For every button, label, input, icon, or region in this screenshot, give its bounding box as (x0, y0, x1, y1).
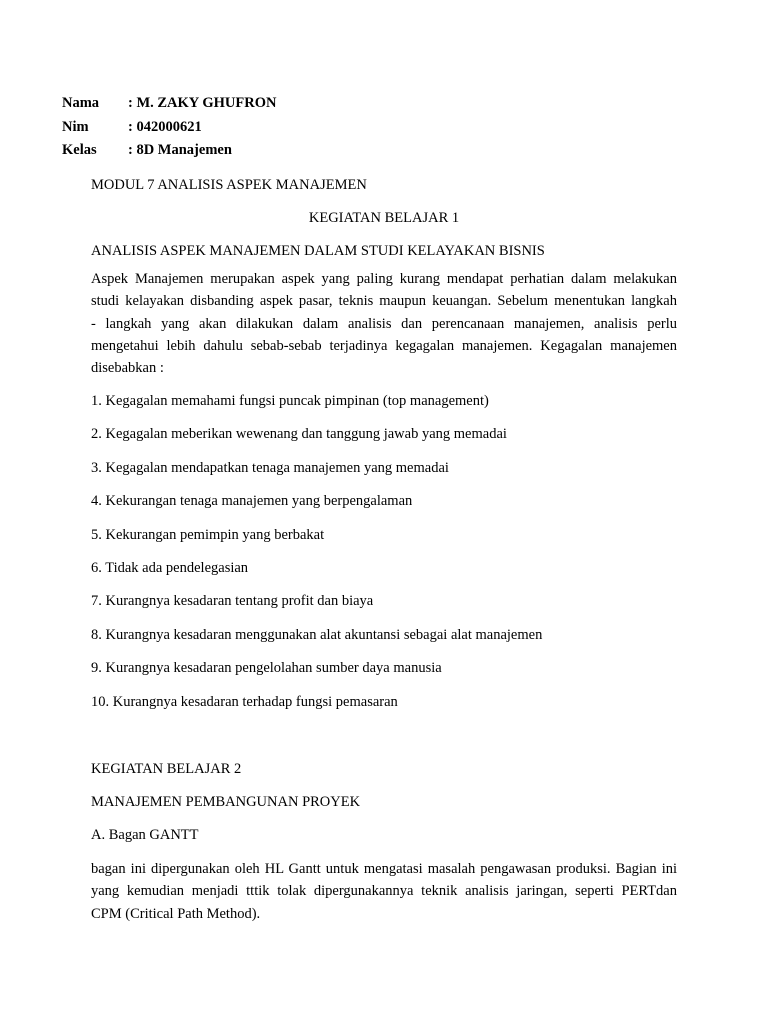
list-item: 10. Kurangnya kesadaran terhadap fungsi pemasaran (91, 693, 398, 710)
list-item: 6. Tidak ada pendelegasian (91, 559, 249, 576)
name-row (62, 92, 276, 116)
section1-heading: KEGIATAN BELAJAR 1 (308, 210, 460, 226)
list-item: 3. Kegagalan mendapatkan tenaga manajemen yang memadai (91, 459, 449, 476)
item-a-heading: A. Bagan GANTT (91, 827, 199, 843)
paragraph-line: disebabkan : (91, 360, 164, 377)
list-item: 5. Kekurangan pemimpin yang berbakat (91, 526, 325, 543)
class-label: Kelas (62, 142, 97, 158)
list-item: 4. Kekurangan tenaga manajemen yang berpengalaman (91, 493, 413, 510)
class-row (62, 139, 276, 163)
module-title: MODUL 7 ANALISIS ASPEK MANAJEMEN (91, 177, 367, 193)
section1-subheading: ANALISIS ASPEK MANAJEMEN DALAM STUDI KELAYAKAN BISNIS (91, 243, 545, 259)
list-item: 9. Kurangnya kesadaran pengelolahan sumber daya manusia (91, 660, 442, 677)
list-item: 2. Kegagalan meberikan wewenang dan tanggung jawab yang memadai (91, 426, 507, 443)
paragraph-line: yang kemudian menjadi tttik tolak dipergunakannya teknik analisis jaringan, seperti PERTdan (91, 883, 677, 900)
name-value: : M. ZAKY GHUFRON (128, 95, 277, 111)
list-item: 7. Kurangnya kesadaran tentang profit dan biaya (91, 593, 374, 610)
name-label: Nama (62, 95, 100, 111)
class-value: : 8D Manajemen (128, 142, 232, 158)
paragraph-line: bagan ini dipergunakan oleh HL Gantt untuk mengatasi masalah pengawasan produksi. Bagian ini (91, 861, 677, 877)
list-item: 8. Kurangnya kesadaran menggunakan alat akuntansi sebagai alat manajemen (91, 626, 543, 643)
failure-causes-list (91, 392, 542, 726)
section2-paragraph (91, 858, 677, 925)
nim-label: Nim (62, 118, 89, 135)
paragraph-line: - langkah yang akan dilakukan dalam analisis dan perencanaan manajemen, analisis perlu (91, 315, 677, 332)
nim-value: : 042000621 (128, 118, 202, 135)
nim-row (62, 116, 276, 140)
paragraph-line: studi kelayakan disbanding aspek pasar, teknis maupun keuangan. Sebelum menentukan langkah (91, 293, 677, 310)
paragraph-line: CPM (Critical Path Method). (91, 905, 261, 922)
section2-subheading: MANAJEMEN PEMBANGUNAN PROYEK (91, 794, 361, 810)
section1-paragraph (91, 268, 677, 379)
student-identity (62, 92, 276, 163)
paragraph-line: mengetahui lebih dahulu sebab-sebab terjadinya kegagalan manajemen. Kegagalan manajemen (91, 337, 677, 354)
list-item: 1. Kegagalan memahami fungsi puncak pimpinan (top management) (91, 393, 489, 409)
paragraph-line: Aspek Manajemen merupakan aspek yang paling kurang mendapat perhatian dalam melakukan (91, 271, 677, 287)
section2-heading: KEGIATAN BELAJAR 2 (91, 761, 242, 777)
